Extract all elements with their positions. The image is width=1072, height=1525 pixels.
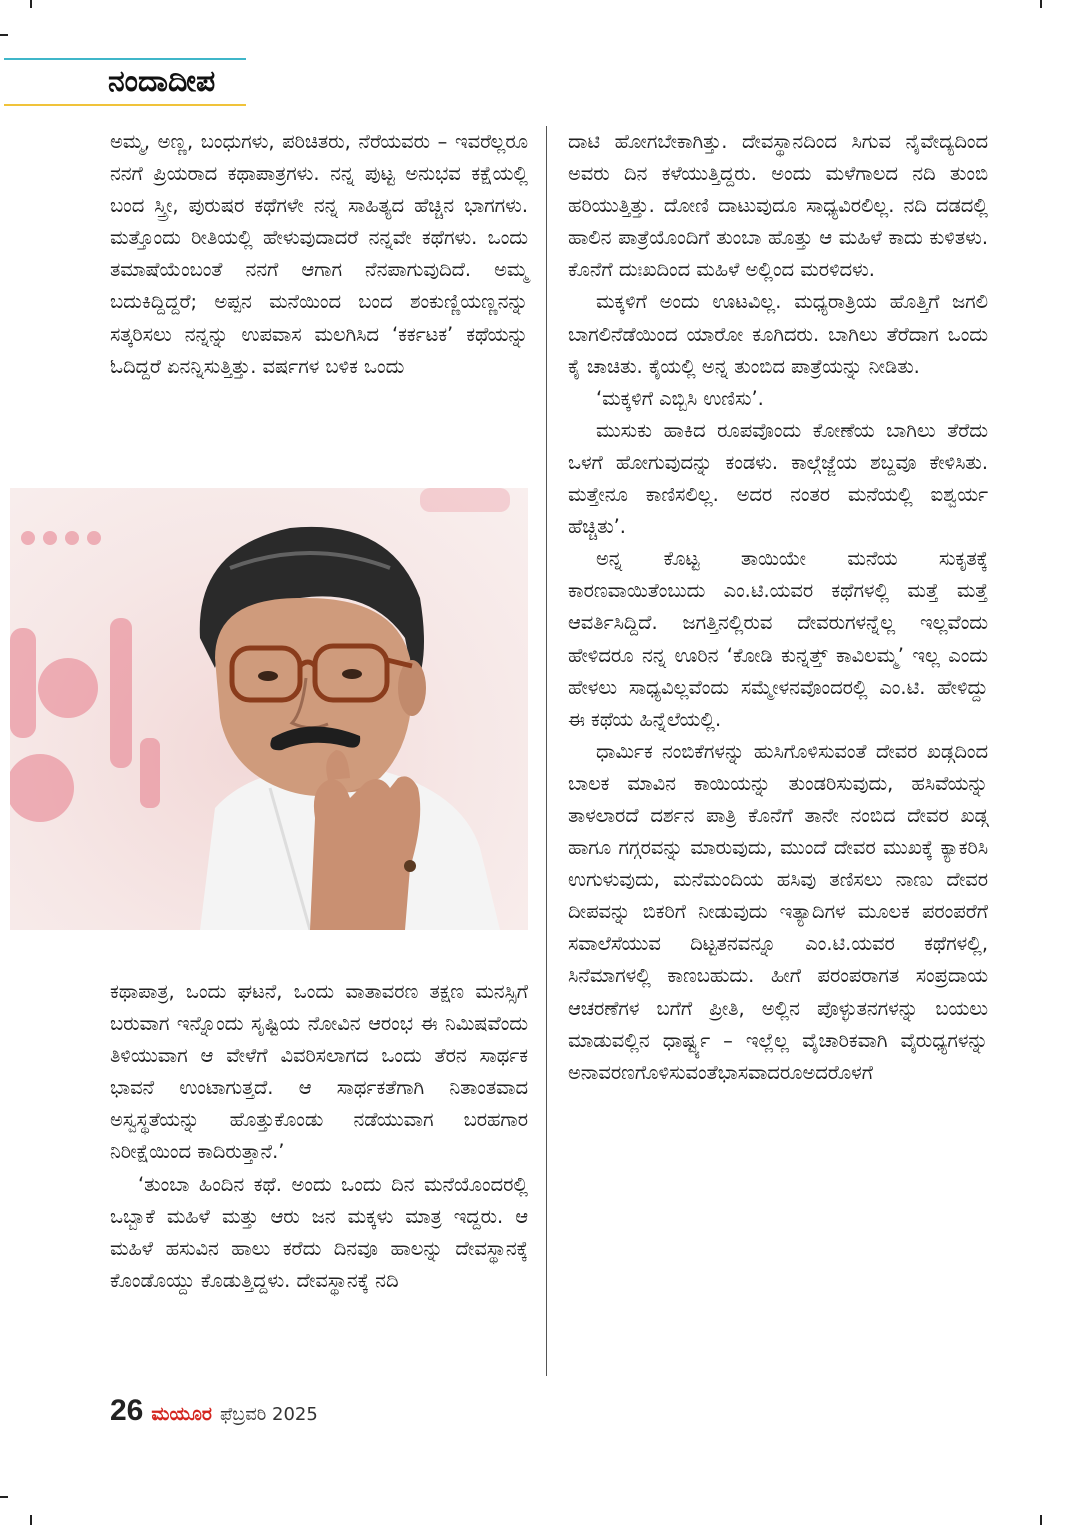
paragraph: ‘ಮಕ್ಕಳಿಗೆ ಎಬ್ಬಿಸಿ ಉಣಿಸು’.: [596, 386, 764, 410]
crop-mark: [0, 34, 8, 36]
header-rule-teal: [4, 58, 246, 60]
crop-mark: [0, 1496, 8, 1498]
left-column-bottom: [110, 976, 528, 1297]
header-rule-yellow: [4, 104, 246, 106]
crop-mark: [1040, 1515, 1042, 1525]
crop-mark: [1040, 0, 1042, 8]
issue-date: ಫೆಬ್ರವರಿ 2025: [219, 1404, 318, 1425]
page-footer: [110, 1394, 318, 1428]
paragraph: ‘ತುಂಬಾ ಹಿಂದಿನ ಕಥೆ. ಅಂದು ಒಂದು ದಿನ ಮನೆಯೊಂದರಲ್ಲಿ ಒಬ್ಬಾಕೆ ಮಹಿಳೆ ಮತ್ತು ಆರು ಜನ ಮಕ್ಕಳು ಮಾತ್ರ ಇದ್ದರು. ಆ ಮಹಿಳೆ ಹಸುವಿನ ಹಾಲು ಕರೆದು ದಿನವೂ ಹಾಲನ್ನು ದೇವಸ್ಥಾನಕ್ಕೆ ಕೊಂಡೊಯ್ದು ಕೊಡುತ್ತಿದ್ದಳು. ದೇವಸ್ಥಾನಕ್ಕೆ ನದಿ: [110, 1172, 528, 1292]
column-divider: [546, 126, 547, 1376]
paragraph: ಅಮ್ಮ, ಅಣ್ಣ, ಬಂಧುಗಳು, ಪರಿಚಿತರು, ನೆರೆಯವರು – ಇವರೆಲ್ಲರೂ ನನಗೆ ಪ್ರಿಯರಾದ ಕಥಾಪಾತ್ರಗಳು. ನನ್ನ ಪುಟ್ಟ ಅನುಭವ ಕಕ್ಷೆಯಲ್ಲಿ ಬಂದ ಸ್ತ್ರೀ, ಪುರುಷರ ಕಥೆಗಳೇ ನನ್ನ ಸಾಹಿತ್ಯದ ಹೆಚ್ಚಿನ ಭಾಗಗಳು. ಮತ್ತೊಂದು ರೀತಿಯಲ್ಲಿ ಹೇಳುವುದಾದರೆ ನನ್ನವೇ ಕಥೆಗಳು. ಒಂದು ತಮಾಷೆಯೆಂಬಂತೆ ನನಗೆ ಆಗಾಗ ನೆನಪಾಗುವುದಿದೆ. ಅಮ್ಮ ಬದುಕಿದ್ದಿದ್ದರೆ; ಅಪ್ಪನ ಮನೆಯಿಂದ ಬಂದ ಶಂಕುಣ್ಣಿಯಣ್ಣನನ್ನು ಸತ್ಕರಿಸಲು ನನ್ನನ್ನು ಉಪವಾಸ ಮಲಗಿಸಿದ ‘ಕರ್ಕಟಕ’ ಕಥೆಯನ್ನು ಓದಿದ್ದರೆ ಏನನ್ನಿಸುತ್ತಿತ್ತು. ವರ್ಷಗಳ ಬಳಿಕ ಒಂದು: [110, 130, 528, 378]
page-number: 26: [110, 1394, 144, 1427]
paragraph: ಅನ್ನ ಕೊಟ್ಟ ತಾಯಿಯೇ ಮನೆಯ ಸುಕೃತಕ್ಕೆ ಕಾರಣವಾಯಿತೆಂಬುದು ಎಂ.ಟಿ.ಯವರ ಕಥೆಗಳಲ್ಲಿ ಮತ್ತೆ ಮತ್ತೆ ಆವರ್ತಿಸಿದ್ದಿದೆ. ಜಗತ್ತಿನಲ್ಲಿರುವ ದೇವರುಗಳನ್ನೆಲ್ಲ ಇಲ್ಲವೆಂದು ಹೇಳಿದರೂ ನನ್ನ ಊರಿನ ‘ಕೋಡಿ ಕುನ್ನತ್ತ್ ಕಾವಿಲಮ್ಮ’ ಇಲ್ಲ ಎಂದು ಹೇಳಲು ಸಾಧ್ಯವಿಲ್ಲವೆಂದು ಸಮ್ಮೇಳನವೊಂದರಲ್ಲಿ ಎಂ.ಟಿ. ಹೇಳಿದ್ದು ಈ ಕಥೆಯ ಹಿನ್ನೆಲೆಯಲ್ಲಿ.: [568, 547, 988, 731]
paragraph: ಮಕ್ಕಳಿಗೆ ಅಂದು ಊಟವಿಲ್ಲ. ಮಧ್ಯರಾತ್ರಿಯ ಹೊತ್ತಿಗೆ ಜಗಲಿ ಬಾಗಲಿನೆಡೆಯಿಂದ ಯಾರೋ ಕೂಗಿದರು. ಬಾಗಿಲು ತೆರೆದಾಗ ಒಂದು ಕೈ ಚಾಚಿತು. ಕೈಯಲ್ಲಿ ಅನ್ನ ತುಂಬಿದ ಪಾತ್ರೆಯನ್ನು ನೀಡಿತು.: [568, 290, 988, 378]
paragraph: ಧಾರ್ಮಿಕ ನಂಬಿಕೆಗಳನ್ನು ಹುಸಿಗೊಳಿಸುವಂತೆ ದೇವರ ಖಡ್ಗದಿಂದ ಬಾಲಕ ಮಾವಿನ ಕಾಯಿಯನ್ನು ತುಂಡರಿಸುವುದು, ಹಸಿವೆಯನ್ನು ತಾಳಲಾರದೆ ದರ್ಶನ ಪಾತ್ರಿ ಕೊನೆಗೆ ತಾನೇ ನಂಬಿದ ದೇವರ ಖಡ್ಗ ಹಾಗೂ ಗಗ್ಗರವನ್ನು ಮಾರುವುದು, ಮುಂದೆ ದೇವರ ಮುಖಕ್ಕೆ ಕ್ಯಾಕರಿಸಿ ಉಗುಳುವುದು, ಮನೆಮಂದಿಯ ಹಸಿವು ತಣಿಸಲು ನಾಣು ದೇವರ ದೀಪವನ್ನು ಬಿಕರಿಗೆ ನೀಡುವುದು ಇತ್ಯಾದಿಗಳ ಮೂಲಕ ಪರಂಪರೆಗೆ ಸವಾಲೆಸೆಯುವ ದಿಟ್ಟತನವನ್ನೂ ಎಂ.ಟಿ.ಯವರ ಕಥೆಗಳಲ್ಲಿ, ಸಿನೆಮಾಗಳಲ್ಲಿ ಕಾಣಬಹುದು. ಹೀಗೆ ಪರಂಪರಾಗತ ಸಂಪ್ರದಾಯ ಆಚರಣೆಗಳ ಬಗೆಗೆ ಪ್ರೀತಿ, ಅಲ್ಲಿನ ಪೊಳ್ಳುತನಗಳನ್ನು ಬಯಲು ಮಾಡುವಲ್ಲಿನ ಧಾರ್ಷ್ಟ್ಯ – ಇಲ್ಲೆಲ್ಲ ವೈಚಾರಿಕವಾಗಿ ವೈರುಧ್ಯಗಳನ್ನು ಅನಾವರಣಗೊಳಿಸುವಂತೆಭಾಸವಾದರೂಅದರೊಳಗೆ: [568, 739, 988, 1084]
right-column: [568, 126, 988, 1089]
magazine-logo: ಮಯೂರ: [151, 1403, 212, 1425]
section-title: ನಂದಾದೀಪ: [108, 64, 216, 99]
paragraph: ದಾಟಿ ಹೋಗಬೇಕಾಗಿತ್ತು. ದೇವಸ್ಥಾನದಿಂದ ಸಿಗುವ ನೈವೇದ್ಯದಿಂದ ಅವರು ದಿನ ಕಳೆಯುತ್ತಿದ್ದರು. ಅಂದು ಮಳೆಗಾಲದ ನದಿ ತುಂಬಿ ಹರಿಯುತ್ತಿತ್ತು. ದೋಣಿ ದಾಟುವುದೂ ಸಾಧ್ಯವಿರಲಿಲ್ಲ. ನದಿ ದಡದಲ್ಲಿ ಹಾಲಿನ ಪಾತ್ರೆಯೊಂದಿಗೆ ತುಂಬಾ ಹೊತ್ತು ಆ ಮಹಿಳೆ ಕಾದು ಕುಳಿತಳು. ಕೊನೆಗೆ ದುಃಖದಿಂದ ಮಹಿಳೆ ಅಲ್ಲಿಂದ ಮರಳಿದಳು.: [568, 130, 988, 282]
left-column-top: [110, 126, 528, 383]
crop-mark: [30, 1515, 32, 1525]
author-photo: [10, 488, 528, 930]
paragraph: ಕಥಾಪಾತ್ರ, ಒಂದು ಘಟನೆ, ಒಂದು ವಾತಾವರಣ ತಕ್ಷಣ ಮನಸ್ಸಿಗೆ ಬರುವಾಗ ಇನ್ನೊಂದು ಸೃಷ್ಟಿಯ ನೋವಿನ ಆರಂಭ ಈ ನಿಮಿಷವೆಂದು ತಿಳಿಯುವಾಗ ಆ ವೇಳೆಗೆ ವಿವರಿಸಲಾಗದ ಒಂದು ತೆರನ ಸಾರ್ಥಕ ಭಾವನೆ ಉಂಟಾಗುತ್ತದೆ. ಆ ಸಾರ್ಥಕತೆಗಾಗಿ ನಿತಾಂತವಾದ ಅಸ್ವಸ್ಥತೆಯನ್ನು ಹೊತ್ತುಕೊಂಡು ನಡೆಯುವಾಗ ಬರಹಗಾರ ನಿರೀಕ್ಷೆಯಿಂದ ಕಾದಿರುತ್ತಾನೆ.’: [110, 980, 528, 1164]
paragraph: ಮುಸುಕು ಹಾಕಿದ ರೂಪವೊಂದು ಕೋಣೆಯ ಬಾಗಿಲು ತೆರೆದು ಒಳಗೆ ಹೋಗುವುದನ್ನು ಕಂಡಳು. ಕಾಲ್ಗೆಜ್ಜೆಯ ಶಬ್ದವೂ ಕೇಳಿಸಿತು. ಮತ್ತೇನೂ ಕಾಣಿಸಲಿಲ್ಲ. ಅದರ ನಂತರ ಮನೆಯಲ್ಲಿ ಐಶ್ವರ್ಯ ಹೆಚ್ಚಿತು’.: [568, 418, 988, 539]
crop-mark: [30, 0, 32, 8]
